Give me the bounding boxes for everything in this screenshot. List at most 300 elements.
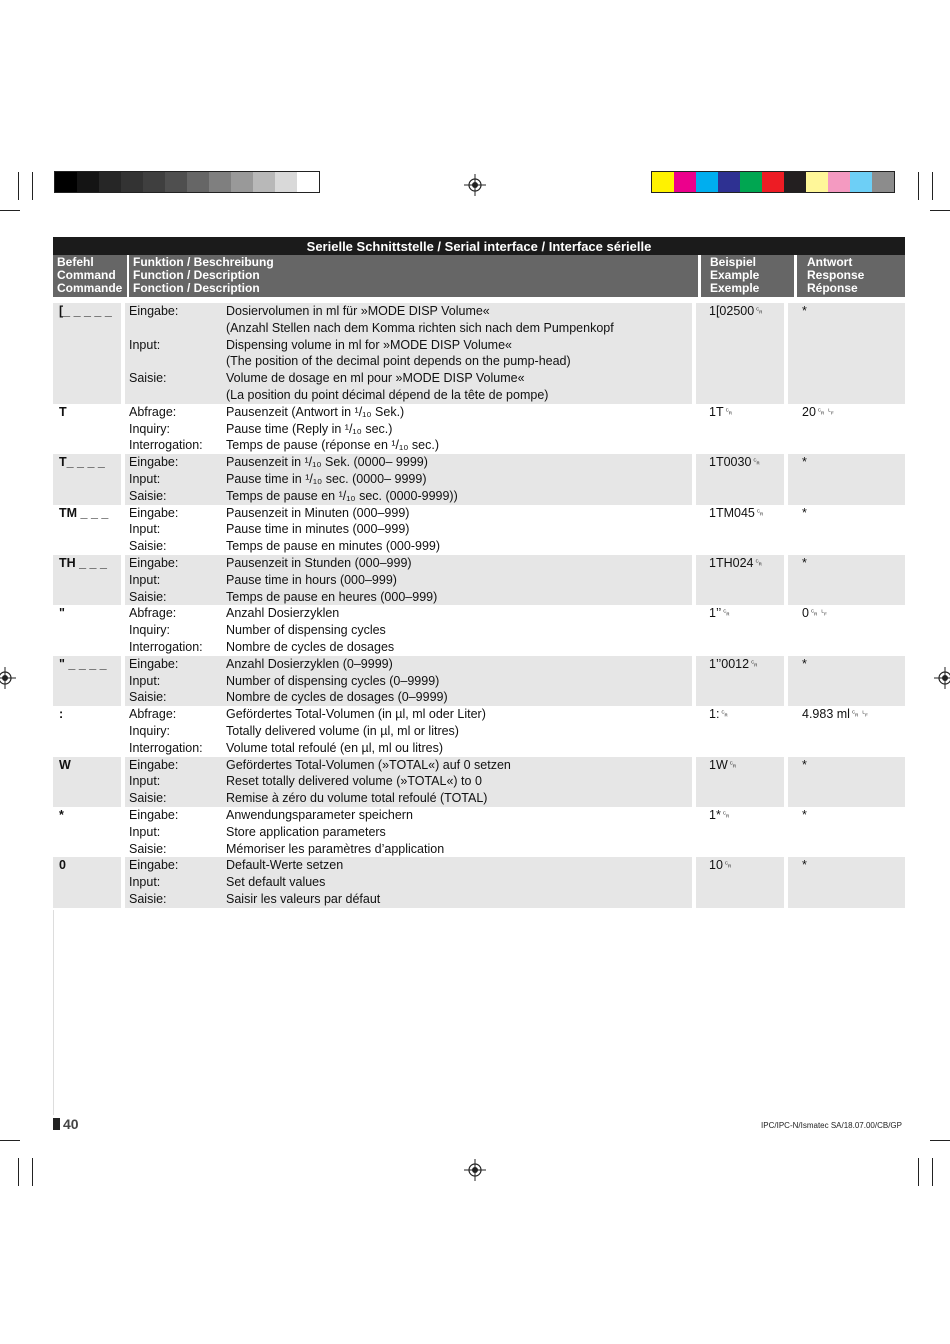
language-label: Input: (129, 673, 161, 688)
response-cell: * (788, 656, 905, 673)
example-cell (696, 387, 784, 404)
header-label: Fonction / Description (133, 281, 260, 295)
row-line (53, 773, 905, 790)
command-cell (53, 521, 121, 538)
description-cell (125, 723, 692, 740)
registration-mark-icon (0, 667, 16, 689)
example-cell (696, 773, 784, 790)
color-swatch (99, 172, 121, 192)
description-text: Number of dispensing cycles (226, 623, 386, 638)
color-swatch (55, 172, 77, 192)
description-text: Volume de dosage en ml pour »MODE DISP Volume« (226, 371, 525, 386)
color-swatch (806, 172, 828, 192)
description-cell (125, 320, 692, 337)
header-label: Example (710, 268, 760, 282)
language-label: Interrogation: (129, 639, 203, 654)
language-label: Input: (129, 337, 161, 352)
description-cell (125, 488, 692, 505)
row-line (53, 790, 905, 807)
crop-mark (18, 172, 19, 200)
row-line (53, 723, 905, 740)
row-line (53, 757, 905, 774)
description-cell (125, 857, 692, 874)
header-label: Funktion / Beschreibung (133, 255, 274, 269)
row-line (53, 740, 905, 757)
row-line (53, 538, 905, 555)
process-color-bar (651, 171, 895, 193)
response-cell: * (802, 505, 807, 520)
language-label: Eingabe: (129, 304, 179, 318)
language-label: Input: (129, 471, 161, 486)
response-cell (788, 337, 905, 354)
language-label: Eingabe: (129, 505, 179, 520)
description-cell (125, 437, 692, 454)
example-cell (696, 689, 784, 706)
description-text: Totally delivered volume (in µl, ml or litres) (226, 723, 459, 738)
description-text: Temps de pause en heures (000–999) (226, 589, 438, 604)
row-line (53, 673, 905, 690)
language-label: Eingabe: (129, 858, 179, 873)
language-label: Eingabe: (129, 757, 179, 772)
command-cell (53, 538, 121, 555)
command-cell (53, 841, 121, 858)
color-swatch (297, 172, 319, 192)
row-line (53, 857, 905, 874)
response-cell: 4.983 ml␍␊ (802, 707, 870, 722)
example-cell (696, 437, 784, 454)
language-label: Saisie: (129, 791, 167, 806)
description-text: Pausenzeit in ¹/₁₀ Sek. (0000– 9999) (226, 455, 428, 470)
header-command (53, 255, 129, 297)
command-cell: TM _ _ _ (59, 505, 109, 520)
description-text: Gefördertes Total-Volumen (»TOTAL«) auf 0 setzen (226, 757, 511, 772)
example-cell (696, 521, 784, 538)
command-cell (53, 790, 121, 807)
table-row (53, 857, 905, 907)
language-label: Saisie: (129, 371, 167, 386)
example-cell (696, 572, 784, 589)
command-cell: " _ _ _ _ (53, 656, 121, 673)
language-label: Interrogation: (129, 438, 203, 453)
description-cell (125, 387, 692, 404)
example-cell: 1*␍ (709, 807, 731, 822)
description-cell (125, 538, 692, 555)
row-line (53, 656, 905, 673)
response-cell (788, 740, 905, 757)
response-cell: * (788, 555, 905, 572)
color-swatch (275, 172, 297, 192)
description-text: Mémoriser les paramètres d’application (226, 841, 445, 856)
response-cell (788, 723, 905, 740)
table-row (53, 555, 905, 605)
table-row (53, 656, 905, 706)
response-cell (788, 841, 905, 858)
command-cell: T (59, 404, 67, 419)
description-text: Nombre de cycles de dosages (0–9999) (226, 690, 448, 705)
response-cell: * (802, 807, 807, 822)
response-cell (788, 689, 905, 706)
description-text: Nombre de cycles de dosages (226, 639, 395, 654)
command-cell: [_ _ _ _ _ (53, 303, 121, 320)
language-label: Abfrage: (129, 707, 177, 722)
language-label: Inquiry: (129, 723, 170, 738)
description-cell (125, 353, 692, 370)
example-cell: 1TM045␍ (709, 505, 765, 520)
description-cell (125, 656, 692, 673)
example-cell (696, 421, 784, 438)
example-cell (696, 740, 784, 757)
color-swatch (209, 172, 231, 192)
header-response (797, 255, 905, 297)
example-cell (696, 320, 784, 337)
command-cell (53, 572, 121, 589)
row-line (53, 337, 905, 354)
crop-mark (932, 172, 933, 200)
command-cell (53, 337, 121, 354)
header-label: Commande (57, 281, 123, 295)
registration-mark-icon (464, 1159, 486, 1181)
description-text: Saisir les valeurs par défaut (226, 891, 381, 906)
description-text: Pausenzeit in Stunden (000–999) (226, 555, 412, 570)
description-cell (125, 639, 692, 656)
row-line (53, 387, 905, 404)
response-cell (788, 639, 905, 656)
crop-mark (0, 210, 20, 211)
description-text: Temps de pause en minutes (000-999) (226, 539, 441, 554)
example-cell (696, 488, 784, 505)
crop-mark (32, 1158, 33, 1186)
language-label: Input: (129, 522, 161, 537)
description-text: Temps de pause (réponse en ¹/₁₀ sec.) (226, 438, 439, 453)
command-cell (53, 740, 121, 757)
description-cell (125, 555, 692, 572)
command-cell (53, 891, 121, 908)
row-line (53, 303, 905, 320)
language-label: Saisie: (129, 891, 167, 906)
color-swatch (253, 172, 275, 192)
language-label: Abfrage: (129, 404, 177, 419)
example-cell (696, 673, 784, 690)
command-cell (53, 639, 121, 656)
description-cell (125, 337, 692, 354)
language-label: Eingabe: (129, 807, 179, 822)
crop-mark (18, 1158, 19, 1186)
language-label: Inquiry: (129, 623, 170, 638)
command-cell (53, 723, 121, 740)
description-cell (125, 454, 692, 471)
language-label: Inquiry: (129, 421, 170, 436)
language-label: Saisie: (129, 589, 167, 604)
row-line (53, 555, 905, 572)
description-cell (125, 706, 692, 723)
table-row (53, 303, 905, 404)
language-label: Input: (129, 774, 161, 789)
example-cell (696, 841, 784, 858)
response-cell (788, 421, 905, 438)
description-text: Volume total refoulé (en µl, ml ou litres) (226, 740, 444, 755)
language-label: Interrogation: (129, 740, 203, 755)
response-cell: * (788, 454, 905, 471)
registration-mark-icon (464, 174, 486, 196)
response-cell (788, 589, 905, 606)
table-row (53, 505, 905, 555)
description-text: Remise à zéro du volume total refoulé (TOTAL) (226, 791, 488, 806)
command-cell: * (59, 807, 64, 822)
response-cell (788, 471, 905, 488)
response-cell (788, 437, 905, 454)
table-row (53, 807, 905, 857)
command-cell (53, 471, 121, 488)
command-cell (53, 387, 121, 404)
description-cell (125, 505, 692, 522)
description-cell (125, 757, 692, 774)
header-label: Exemple (710, 281, 760, 295)
example-cell: 1’’␍ (709, 606, 732, 621)
description-cell (125, 824, 692, 841)
description-cell (125, 841, 692, 858)
crop-mark (930, 210, 950, 211)
row-line (53, 521, 905, 538)
description-text: Pausenzeit in Minuten (000–999) (226, 505, 410, 520)
command-cell: " (59, 606, 65, 621)
description-cell (125, 404, 692, 421)
description-text: Pause time in minutes (000–999) (226, 522, 410, 537)
description-cell (125, 807, 692, 824)
example-cell (696, 589, 784, 606)
serial-interface-table (53, 237, 905, 908)
row-line (53, 437, 905, 454)
color-swatch (231, 172, 253, 192)
description-cell (125, 891, 692, 908)
crop-mark (918, 1158, 919, 1186)
response-cell (788, 824, 905, 841)
response-cell (788, 874, 905, 891)
description-cell (125, 589, 692, 606)
command-cell (53, 320, 121, 337)
description-cell (125, 622, 692, 639)
language-label: Saisie: (129, 841, 167, 856)
description-text: Gefördertes Total-Volumen (in µl, ml oder Liter) (226, 707, 486, 722)
command-cell (53, 689, 121, 706)
response-cell (788, 572, 905, 589)
command-cell: T_ _ _ _ (53, 454, 121, 471)
command-cell: W (53, 757, 121, 774)
command-cell (53, 421, 121, 438)
row-line (53, 605, 905, 622)
row-line (53, 320, 905, 337)
description-cell (125, 521, 692, 538)
description-text: (The position of the decimal point depends on the pump-head) (226, 354, 571, 369)
example-cell: 10␍ (696, 857, 784, 874)
page-number-text: 40 (63, 1116, 79, 1132)
row-line (53, 505, 905, 522)
example-cell (696, 874, 784, 891)
example-cell: 1TH024␍ (696, 555, 784, 572)
example-cell: 1:␍ (709, 707, 730, 722)
response-cell (788, 538, 905, 555)
example-cell (696, 790, 784, 807)
language-label: Eingabe: (129, 455, 179, 470)
example-cell: 1T0030␍ (696, 454, 784, 471)
command-cell (53, 673, 121, 690)
description-text: Pause time in hours (000–999) (226, 572, 397, 587)
crop-mark (0, 1140, 20, 1141)
example-cell (696, 824, 784, 841)
language-label: Input: (129, 875, 161, 890)
description-cell (125, 673, 692, 690)
command-cell (53, 353, 121, 370)
color-swatch (77, 172, 99, 192)
color-swatch (652, 172, 674, 192)
description-cell (125, 689, 692, 706)
description-text: Anwendungsparameter speichern (226, 807, 413, 822)
row-line (53, 589, 905, 606)
table-row (53, 454, 905, 504)
language-label: Eingabe: (129, 656, 179, 671)
table-row (53, 757, 905, 807)
description-cell (125, 790, 692, 807)
language-label: Saisie: (129, 539, 167, 554)
row-line (53, 689, 905, 706)
header-label: Befehl (57, 255, 94, 269)
command-cell (53, 824, 121, 841)
table-row (53, 605, 905, 655)
example-cell (696, 538, 784, 555)
row-line (53, 488, 905, 505)
header-label: Antwort (807, 255, 853, 269)
language-label: Abfrage: (129, 606, 177, 621)
example-cell (696, 639, 784, 656)
color-swatch (872, 172, 894, 192)
table-title: Serielle Schnittstelle / Serial interface / Interface sérielle (53, 237, 905, 255)
description-cell (125, 874, 692, 891)
example-cell (696, 337, 784, 354)
response-cell (788, 521, 905, 538)
language-label: Eingabe: (129, 555, 179, 570)
row-line (53, 807, 905, 824)
description-text: (Anzahl Stellen nach dem Komma richten sich nach dem Pumpenkopf (226, 320, 614, 335)
description-text: Pausenzeit (Antwort in ¹/₁₀ Sek.) (226, 404, 405, 419)
gray-color-bar (54, 171, 320, 193)
command-cell (53, 488, 121, 505)
header-label: Response (807, 268, 865, 282)
header-label: Function / Description (133, 268, 260, 282)
description-cell (125, 303, 692, 320)
row-line (53, 404, 905, 421)
response-cell (788, 891, 905, 908)
crop-mark (32, 172, 33, 200)
crop-mark (930, 1140, 950, 1141)
description-text: Temps de pause en ¹/₁₀ sec. (0000-9999)) (226, 488, 458, 503)
color-swatch (784, 172, 806, 192)
example-cell (696, 370, 784, 387)
command-cell (53, 589, 121, 606)
description-cell (125, 773, 692, 790)
color-swatch (850, 172, 872, 192)
response-cell: * (788, 303, 905, 320)
example-cell: 1[02500␍ (696, 303, 784, 320)
description-text: Anzahl Dosierzyklen (226, 606, 340, 621)
response-cell (788, 673, 905, 690)
row-line (53, 454, 905, 471)
description-text: Pause time (Reply in ¹/₁₀ sec.) (226, 421, 393, 436)
description-text: Reset totally delivered volume (»TOTAL«) to 0 (226, 774, 482, 789)
row-line (53, 471, 905, 488)
description-text: Anzahl Dosierzyklen (0–9999) (226, 656, 393, 671)
example-cell: 1W␍ (696, 757, 784, 774)
response-cell (788, 353, 905, 370)
command-cell (53, 370, 121, 387)
description-text: (La position du point décimal dépend de la tête de pompe) (226, 387, 549, 402)
row-line (53, 421, 905, 438)
table-row (53, 706, 905, 756)
example-cell: 1’’0012␍ (696, 656, 784, 673)
table-body (53, 303, 905, 908)
language-label (125, 353, 226, 370)
command-cell: 0 (53, 857, 121, 874)
example-cell: 1T␍ (709, 404, 734, 419)
color-swatch (762, 172, 784, 192)
example-cell (696, 723, 784, 740)
header-function (129, 255, 701, 297)
description-cell (125, 605, 692, 622)
table-row (53, 404, 905, 454)
response-cell: 0␍␊ (802, 606, 829, 621)
registration-mark-icon (934, 667, 950, 689)
page-marker-icon (53, 1118, 60, 1130)
row-line (53, 874, 905, 891)
description-text: Dispensing volume in ml for »MODE DISP Volume« (226, 337, 512, 352)
crop-mark (932, 1158, 933, 1186)
color-swatch (674, 172, 696, 192)
color-swatch (165, 172, 187, 192)
table-header (53, 255, 905, 297)
example-cell (696, 891, 784, 908)
example-cell (696, 471, 784, 488)
row-line (53, 841, 905, 858)
command-cell: : (59, 707, 64, 722)
response-cell: 20␍␊ (802, 404, 836, 419)
row-line (53, 370, 905, 387)
color-swatch (828, 172, 850, 192)
description-text: Set default values (226, 875, 326, 890)
language-label: Input: (129, 572, 161, 587)
color-swatch (187, 172, 209, 192)
margin-line (53, 910, 54, 1115)
row-line (53, 572, 905, 589)
description-text: Number of dispensing cycles (0–9999) (226, 673, 440, 688)
row-line (53, 353, 905, 370)
description-text: Store application parameters (226, 824, 386, 839)
crop-mark (918, 172, 919, 200)
response-cell (788, 488, 905, 505)
row-line (53, 639, 905, 656)
header-example (701, 255, 797, 297)
language-label: Saisie: (129, 690, 167, 705)
response-cell (788, 622, 905, 639)
row-line (53, 824, 905, 841)
header-label: Réponse (807, 281, 858, 295)
description-cell (125, 572, 692, 589)
command-cell (53, 773, 121, 790)
color-swatch (121, 172, 143, 192)
header-label: Command (57, 268, 116, 282)
response-cell (788, 320, 905, 337)
language-label (125, 387, 226, 404)
color-swatch (143, 172, 165, 192)
example-cell (696, 353, 784, 370)
description-text: Pause time in ¹/₁₀ sec. (0000– 9999) (226, 471, 427, 486)
